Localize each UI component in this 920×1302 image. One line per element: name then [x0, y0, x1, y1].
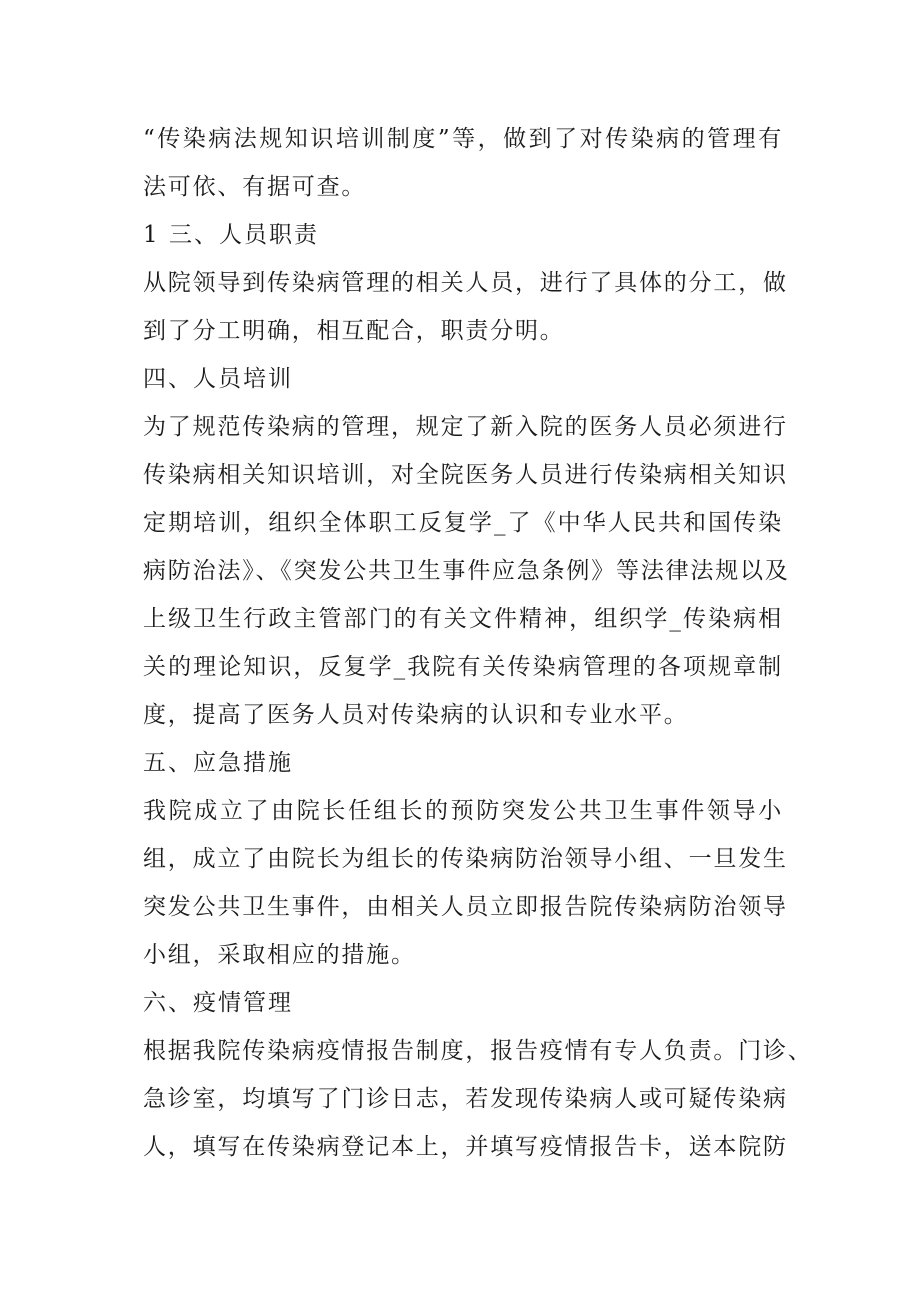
paragraph-line: 传染病相关知识培训，对全院医务人员进行传染病相关知识 — [143, 462, 788, 488]
paragraph-line: “传染病法规知识培训制度”等，做到了对传染病的管理有 — [143, 126, 783, 152]
paragraph-line: 病防治法》、《突发公共卫生事件应急条例》等法律法规以及 — [143, 558, 790, 584]
paragraph-line: 人，填写在传染病登记本上，并填写疫情报告卡，送本院防 — [143, 1134, 788, 1160]
paragraph-line: 上级卫生行政主管部门的有关文件精神，组织学_传染病相 — [143, 606, 783, 632]
paragraph-line: 小组，采取相应的措施。 — [143, 942, 416, 968]
section-heading: 1 三、人员职责 — [143, 222, 319, 248]
paragraph-line: 定期培训，组织全体职工反复学_了《中华人民共和国传染 — [143, 510, 783, 536]
paragraph-line: 从院领导到传染病管理的相关人员，进行了具体的分工，做 — [143, 270, 788, 296]
paragraph-line: 组，成立了由院长为组长的传染病防治领导小组、一旦发生 — [143, 846, 788, 872]
section-heading: 四、人员培训 — [143, 366, 293, 392]
paragraph-line: 关的理论知识，反复学_我院有关传染病管理的各项规章制 — [143, 654, 783, 680]
paragraph-line: 急诊室，均填写了门诊日志，若发现传染病人或可疑传染病 — [143, 1086, 788, 1112]
section-heading: 五、应急措施 — [143, 750, 293, 776]
paragraph-line: 到了分工明确，相互配合，职责分明。 — [143, 318, 565, 344]
paragraph-line: 根据我院传染病疫情报告制度，报告疫情有专人负责。门诊、 — [143, 1038, 813, 1064]
paragraph-line: 为了规范传染病的管理，规定了新入院的医务人员必须进行 — [143, 414, 788, 440]
paragraph-line: 度，提高了医务人员对传染病的认识和专业水平。 — [143, 702, 689, 728]
paragraph-line: 突发公共卫生事件，由相关人员立即报告院传染病防治领导 — [143, 894, 788, 920]
paragraph-line: 法可依、有据可查。 — [143, 174, 367, 200]
document-page — [143, 115, 813, 1171]
paragraph-line: 我院成立了由院长任组长的预防突发公共卫生事件领导小 — [143, 798, 783, 824]
section-heading: 六、疫情管理 — [143, 990, 293, 1016]
